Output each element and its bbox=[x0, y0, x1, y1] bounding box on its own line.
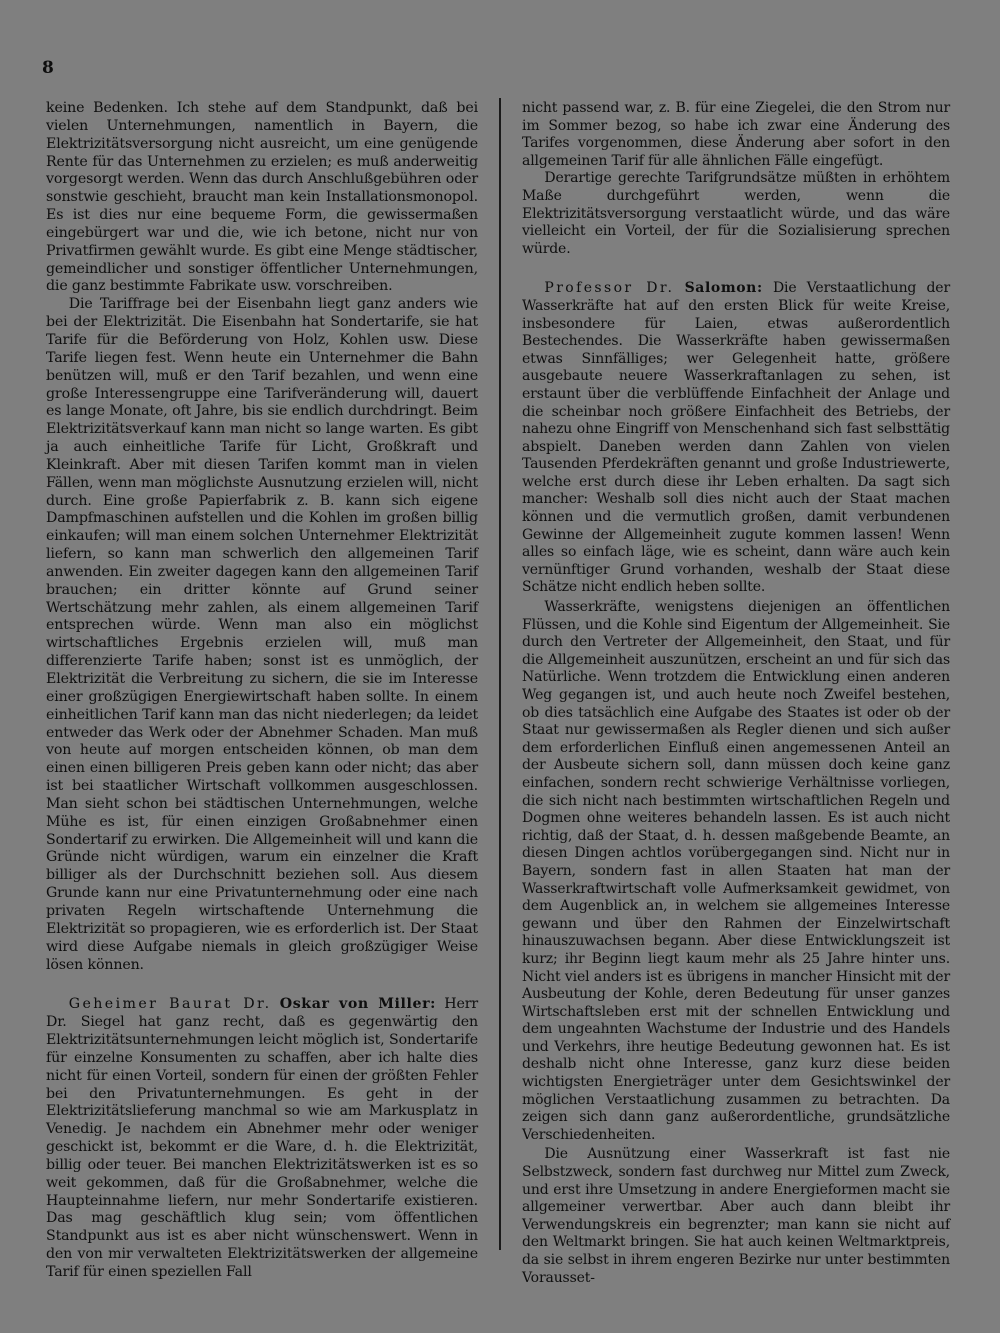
speech-text: Herr Dr. Siegel hat ganz recht, daß es gegenwärtig den Elektrizitätsunternehmungen leicht möglich ist, Sondertarife für einzelne Konsumenten zu schaffen, aber ich halte dies nicht für einen Vorteil, sondern für einen der größten Fehler bei den Privatunternehmungen. Es geht in der Elektrizitätslieferung manchmal so wie am Markusplatz in Venedig. Je nachdem ein Abnehmer mehr oder weniger geschickt ist, bekommt er die Ware, d. h. die Elektrizität, billig oder teuer. Bei manchen Elektrizitätswerken ist es so weit gekommen, daß für die Großabnehmer, welche die Haupteinnahme liefern, nur mehr Sondertarife existieren. Das mag geschäftlich klug sein; vom öffentlichen Standpunkt aus ist es aber nicht wünschenswert. Wenn in den von mir verwalteten Elektrizitätswerken der allgemeine Tarif für einen speziellen Fall bbox=[46, 996, 478, 1280]
column-divider bbox=[499, 98, 501, 1250]
paragraph: keine Bedenken. Ich stehe auf dem Standpunkt, daß bei vielen Unternehmungen, namentlich in Bayern, die Elektrizitätsversorgung nicht ausreicht, um eine genügende Rente für das Unternehmen zu erzielen; es muß anderweitig vorgesorgt werden. Wenn das durch Anschlußgebühren oder sonstwie geschieht, braucht man kein Installationsmonopol. Es ist dies nur eine bequeme Form, die gewissermaßen eingebürgert war und die, wie ich betone, nicht nur von Privatfirmen gewählt wurde. Es gibt eine Menge städtischer, gemeindlicher und sonstiger öffentlicher Unternehmungen, die ganz bestimmte Fabrikate usw. vorschreiben. bbox=[46, 100, 478, 295]
right-column bbox=[522, 100, 950, 1287]
speech-paragraph bbox=[522, 280, 950, 597]
speaker-title: Professor Dr. bbox=[544, 280, 675, 297]
speaker-name: Salomon: bbox=[684, 280, 763, 297]
speech-paragraph bbox=[46, 996, 478, 1282]
paragraph: Die Ausnützung einer Wasserkraft ist fast nie Selbstzweck, sondern fast durchweg nur Mittel zum Zweck, und erst ihre Umsetzung in andere Energieformen macht sie allgemeiner verwertbar. Aber auch dann bleibt ihr Verwendungskreis ein begrenzter; man kann sie nicht auf den Weltmarkt bringen. Sie hat auch keinen Weltmarktpreis, da sie selbst in ihrem engeren Bezirke nur unter bestimmten Vorausset- bbox=[522, 1146, 950, 1286]
paragraph: Wasserkräfte, wenigstens diejenigen an öffentlichen Flüssen, und die Kohle sind Eigentum der Allgemeinheit. Sie durch den Vertreter der Allgemeinheit, den Staat, und für die Allgemeinheit auszunützen, erscheint an und für sich das Natürliche. Wenn trotzdem die Entwicklung einen anderen Weg gegangen ist, und auch heute noch Zweifel bestehen, ob dies tatsächlich eine Aufgabe des Staates ist oder ob der Staat nur gewissermaßen als Regler dienen und sich außer dem erforderlichen Einfluß einen angemessenen Anteil an der Ausbeute sichern soll, dann müssen doch keine ganz einfachen, sondern recht schwierige Verhältnisse vorliegen, die sich nicht nach bestimmten wirtschaftlichen Regeln und Dogmen ohne weiteres behandeln lassen. Es ist auch nicht richtig, daß der Staat, d. h. dessen maßgebende Beamte, an diesen Dingen achtlos vorübergegangen sind. Nicht nur in Bayern, sondern fast in allen Staaten hat man der Wasserkraftwirtschaft volle Aufmerksamkeit gewidmet, von dem Augenblick an, in welchem sie allgemeines Interesse gewann und über den Rahmen der Einzelwirtschaft hinauszuwachsen begann. Aber diese Entwicklungszeit ist kurz; ihr Beginn liegt kaum mehr als 25 Jahre hinter uns. Nicht viel anders ist es übrigens in mancher Hinsicht mit der Ausbeutung der Kohle, deren Bedeutung für unser ganzes Wirtschaftsleben erst mit der schnellen Entwicklung und dem ungeahnten Wachstume der Industrie und des Handels und Verkehrs, ihre heutige Bedeutung gewonnen hat. Es ist deshalb nicht ohne Interesse, ganz kurz diese beiden wichtigsten Energieträger unter dem Gesichtswinkel der möglichen Verstaatlichung zusammen zu betrachten. Da zeigen sich dann ganz außerordentliche, grundsätzliche Verschiedenheiten. bbox=[522, 599, 950, 1143]
paragraph: Derartige gerechte Tarifgrundsätze müßten in erhöhtem Maße durchgeführt werden, wenn die Elektrizitätsversorgung verstaatlicht würde, und das wäre vielleicht ein Vorteil, der für die Sozialisierung sprechen würde. bbox=[522, 170, 950, 257]
paragraph: Die Tariffrage bei der Eisenbahn liegt ganz anders wie bei der Elektrizität. Die Eisenbahn hat Sondertarife, sie hat Tarife für die Beförderung von Holz, Kohlen usw. Diese Tarife liegen fest. Wenn heute ein Unternehmer die Bahn benützen will, muß er den Tarif bezahlen, und wenn eine große Interessengruppe eine Tarifveränderung will, dauert es lange Monate, oft Jahre, bis sie endlich durchdringt. Beim Elektrizitätsverkauf kann man nicht so lange warten. Es gibt ja auch einheitliche Tarife für Licht, Großkraft und Kleinkraft. Aber mit diesen Tarifen kommt man in vielen Fällen, wenn man möglichste Ausnutzung erzielen will, nicht durch. Eine große Papierfabrik z. B. kann sich eigene Dampfmaschinen aufstellen und die Kohlen im großen billig einkaufen; will man einem solchen Unternehmer Elektrizität liefern, so kann man schwerlich den allgemeinen Tarif anwenden. Ein zweiter dagegen kann den allgemeinen Tarif brauchen; ein dritter könnte auf Grund seiner Wertschätzung mehr zahlen, als einem allgemeinen Tarif entsprechen würde. Wenn man also ein möglichst wirtschaftliches Ergebnis erzielen will, muß man differenzierte Tarife haben; sonst ist es unmöglich, der Elektrizität die Verbreitung zu sichern, die sie im Interesse einer großzügigen Energiewirtschaft haben sollte. In einem einheitlichen Tarif kann man das nicht niederlegen; da leidet entweder das Werk oder der Abnehmer Schaden. Man muß von heute auf morgen entscheiden können, ob man dem einen einen billigeren Preis geben kann oder nicht; das aber ist bei staatlicher Wirtschaft vollkommen ausgeschlossen. Man sieht schon bei städtischen Unternehmungen, welche Mühe es ist, für einen einzigen Großabnehmer einen Sondertarif zu erwirken. Die Allgemeinheit will und kann die Gründe nicht würdigen, warum ein einzelner die Kraft billiger als der Durchschnitt beziehen soll. Aus diesem Grunde kann nur eine Privatunternehmung oder eine nach privaten Regeln wirtschaftende Unternehmung die Elektrizität so propagieren, wie es erforderlich ist. Der Staat wird diese Aufgabe niemals in gleich großzügiger Weise lösen können. bbox=[46, 296, 478, 973]
page-number: 8 bbox=[42, 58, 54, 78]
left-column bbox=[46, 100, 478, 1282]
speaker-name: Oskar von Miller: bbox=[279, 996, 437, 1013]
speaker-title: Geheimer Baurat Dr. bbox=[68, 996, 272, 1013]
paragraph: nicht passend war, z. B. für eine Ziegelei, die den Strom nur im Sommer bezog, so habe ich zwar eine Änderung des Tarifes vorgenommen, diese Änderung aber sofort in den allgemeinen Tarif für alle ähnlichen Fälle eingefügt. bbox=[522, 100, 950, 169]
speech-text: Die Verstaatlichung der Wasserkräfte hat auf den ersten Blick für weite Kreise, insbesondere für Laien, etwas außerordentlich Bestechendes. Die Wasserkräfte haben gewissermaßen etwas Sinnfälliges; wer Gelegenheit hatte, größere ausgebaute neuere Wasserkraftanlagen zu sehen, ist erstaunt über die verblüffende Einfachheit der Anlage und die scheinbar noch größere Einfachheit des Betriebs, der nahezu ohne Eingriff von Menschenhand sich fast selbsttätig abspielt. Daneben werden dann Zahlen von vielen Tausenden Pferdekräften genannt und große Industriewerte, welche erst durch diese ihr Leben erhalten. Da sagt sich mancher: Weshalb soll dies nicht auch der Staat machen können und die vermutlich großen, damit verbundenen Gewinne der Allgemeinheit zugute kommen lassen! Wenn alles so einfach läge, wie es scheint, dann wäre auch kein vernünftiger Grund vorhanden, weshalb der Staat diese Schätze nicht endlich heben sollte. bbox=[522, 280, 950, 596]
